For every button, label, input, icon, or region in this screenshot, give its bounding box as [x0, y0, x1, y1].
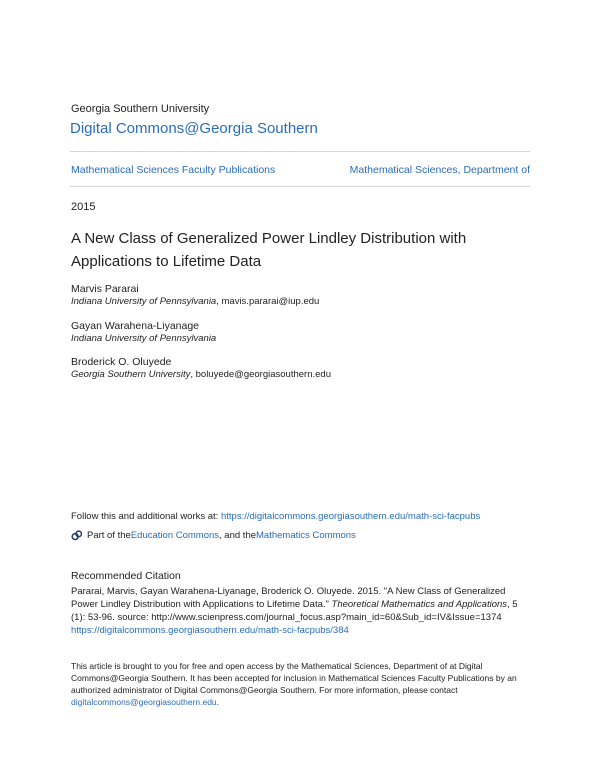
affiliation-text: Georgia Southern University — [71, 369, 191, 380]
open-access-icon — [71, 530, 82, 541]
paper-title: A New Class of Generalized Power Lindley Distribution with Applications to Lifetime Data — [71, 230, 467, 270]
education-commons-link[interactable]: Education Commons — [130, 530, 220, 541]
footer-end: . — [216, 697, 220, 707]
author-name: Marvis Pararai — [71, 283, 139, 295]
affiliation-text: Indiana University of Pennsylvania — [71, 296, 217, 307]
partof-middle: , and the — [219, 530, 257, 541]
citation-heading: Recommended Citation — [71, 570, 181, 582]
journal-name: Theoretical Mathematics and Applications — [331, 599, 508, 610]
affiliation-text: Indiana University of Pennsylvania — [71, 333, 217, 344]
author-email: , boluyede@georgiasouthern.edu — [190, 369, 331, 380]
author-affiliation — [71, 333, 216, 345]
author-email: , mavis.pararai@iup.edu — [216, 296, 320, 307]
follow-line — [71, 511, 480, 522]
author-affiliation — [71, 296, 319, 308]
citation-text — [71, 585, 531, 637]
institution-name: Georgia Southern University — [71, 103, 210, 115]
collection-url-link[interactable]: https://digitalcommons.georgiasouthern.edu/math-sci-facpubs — [220, 511, 481, 522]
contact-email-link[interactable]: digitalcommons@georgiasouthern.edu — [71, 697, 217, 707]
author-name: Broderick O. Oluyede — [71, 356, 172, 368]
citation-main: Pararai, Marvis, Gayan Warahena-Liyanage, Broderick O. Oluyede. 2015. "A New Class of Generalized Power Lindley Distribution with Applications to Lifetime Data." — [71, 586, 506, 610]
author-name: Gayan Warahena-Liyanage — [71, 320, 200, 332]
citation-details: , 5 (1): 53-96. source: http://www.scienpress.com/journal_focus.asp?main_id=60&Sub_id=IV&Issue=1374 — [71, 599, 518, 623]
divider-bottom — [70, 186, 530, 187]
collection-link[interactable]: Mathematical Sciences Faculty Publications — [71, 164, 276, 176]
follow-prefix: Follow this and additional works at: — [71, 511, 221, 522]
author-affiliation — [71, 369, 331, 381]
footer-text: This article is brought to you for free and open access by the Mathematical Sciences, Department of at Digital Commons@Georgia Southern. It has been accepted for inclusion in Mathematical Sciences Faculty Publications by an authorized administrator of Digital Commons@Georgia Southern. For more information, please contact — [71, 661, 517, 695]
part-of-line — [71, 530, 356, 541]
repository-link[interactable]: Digital Commons@Georgia Southern — [70, 120, 318, 137]
citation-link[interactable]: https://digitalcommons.georgiasouthern.edu/math-sci-facpubs/384 — [71, 625, 349, 636]
footer-notice — [71, 660, 531, 708]
partof-prefix: Part of the — [87, 530, 131, 541]
mathematics-commons-link[interactable]: Mathematics Commons — [256, 530, 356, 541]
department-link[interactable]: Mathematical Sciences, Department of — [349, 164, 530, 176]
divider-top — [70, 151, 530, 152]
publication-year: 2015 — [71, 201, 96, 213]
